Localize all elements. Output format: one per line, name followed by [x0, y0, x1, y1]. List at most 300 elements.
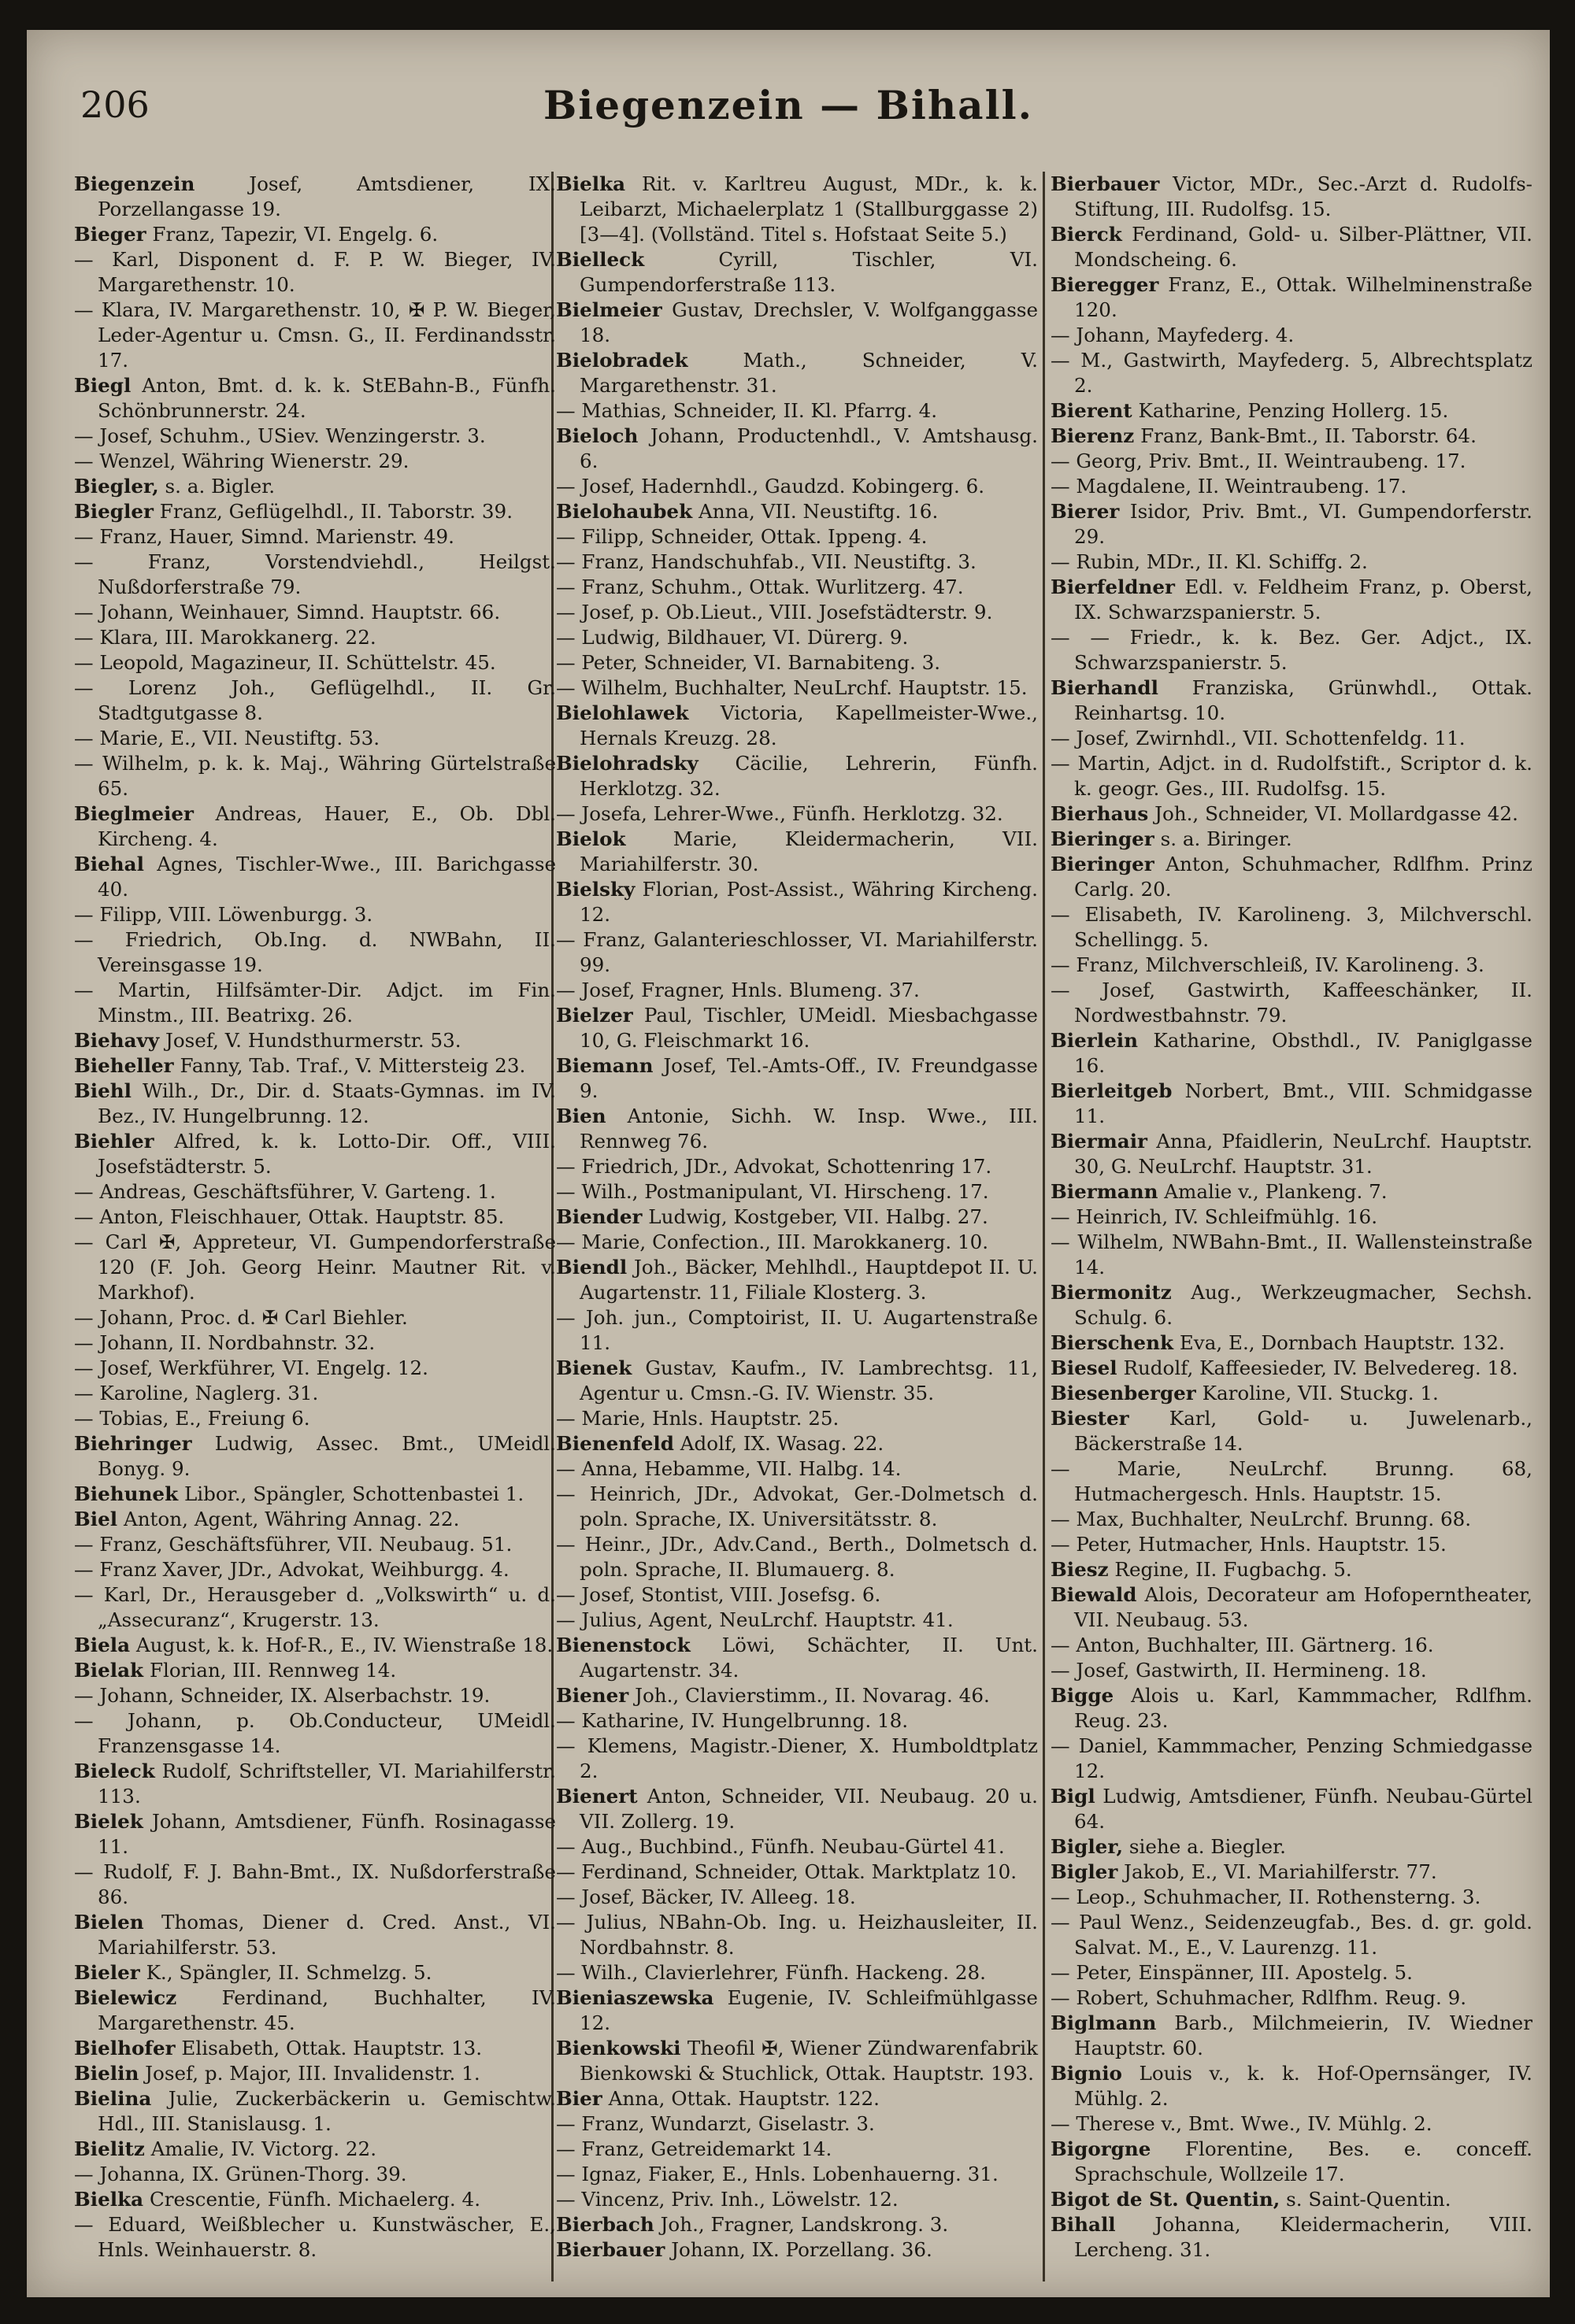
directory-entry [74, 1960, 556, 1985]
entry-details: Karl, Gold- u. Juwelenarb., Bäckerstraße 14. [1074, 1407, 1532, 1455]
entry-details: Elisabeth, Ottak. Hauptstr. 13. [181, 2037, 483, 2059]
directory-entry [1051, 1960, 1532, 1985]
entry-surname: Bienenstock [556, 1634, 691, 1656]
directory-entry [556, 1532, 1038, 1582]
entry-details: — Wenzel, Währing Wienerstr. 29. [74, 450, 410, 472]
entry-details: Anton, Schneider, VII. Neubaug. 20 u. VII. Zollerg. 19. [580, 1785, 1038, 1833]
entry-details: — Klara, IV. Margarethenstr. 10, ✠ P. W. Bieger, Leder-Agentur u. Cmsn. G., II. Ferdinandsstr. 17. [74, 298, 556, 372]
directory-entry [74, 2187, 556, 2212]
directory-entry [74, 1658, 556, 1683]
entry-surname: Biendl [556, 1256, 628, 1279]
directory-entry [74, 2162, 556, 2187]
entry-details: Andreas, Hauer, E., Ob. Dbl. Kircheng. 4. [98, 802, 556, 850]
entry-details: Joh., Bäcker, Mehlhdl., Hauptdepot II. U. Augartenstr. 11, Filiale Klosterg. 3. [580, 1256, 1038, 1304]
entry-details: — Wilhelm, p. k. k. Maj., Währing Gürtelstraße 65. [74, 752, 556, 800]
directory-entry [556, 424, 1038, 474]
entry-details: — Ferdinand, Schneider, Ottak. Marktplatz 10. [556, 1860, 1017, 1883]
entry-surname: Biehavy [74, 1029, 160, 1052]
directory-entry [556, 877, 1038, 927]
entry-surname: Bierhaus [1051, 802, 1149, 825]
entry-details: Rudolf, Kaffeesieder, IV. Belvedereg. 18. [1123, 1356, 1518, 1379]
entry-details: — Heinrich, JDr., Advokat, Ger.-Dolmetsch d. poln. Sprache, IX. Universitätsstr. 8. [556, 1482, 1038, 1530]
entry-details: — Magdalene, II. Weintraubeng. 17. [1051, 475, 1407, 498]
entry-details: K., Spängler, II. Schmelzg. 5. [146, 1961, 432, 1984]
entry-details: Franz, E., Ottak. Wilhelminenstraße 120. [1074, 273, 1532, 321]
entry-details: — Aug., Buchbind., Fünfh. Neubau-Gürtel 41. [556, 1835, 1005, 1858]
directory-entry [556, 675, 1038, 701]
entry-surname: Bierschenk [1051, 1331, 1174, 1354]
entry-details: — Josef, Fragner, Hnls. Blumeng. 37. [556, 979, 920, 1001]
directory-entry [556, 474, 1038, 499]
directory-entry [556, 2187, 1038, 2212]
entry-details: Gustav, Drechsler, V. Wolfganggasse 18. [580, 298, 1038, 346]
entry-surname: Bielohlawek [556, 701, 689, 724]
directory-entry [1051, 1582, 1532, 1633]
entry-surname: Biermann [1051, 1180, 1158, 1203]
directory-entry [74, 2137, 556, 2162]
entry-details: — Ludwig, Bildhauer, VI. Dürerg. 9. [556, 626, 909, 649]
entry-surname: Biglmann [1051, 2011, 1157, 2034]
directory-entry [1051, 1683, 1532, 1734]
entry-details: Joh., Clavierstimm., II. Novarag. 46. [635, 1684, 990, 1707]
entry-surname: Bienek [556, 1356, 632, 1379]
entry-details: — Peter, Schneider, VI. Barnabiteng. 3. [556, 651, 941, 674]
directory-entry [1051, 1381, 1532, 1406]
entry-details: — Franz, Galanterieschlosser, VI. Mariahilferstr. 99. [556, 928, 1038, 976]
entry-details: — Franz, Milchverschleiß, IV. Karolineng. 3. [1051, 953, 1484, 976]
entry-details: — Martin, Adjct. in d. Rudolfstift., Scriptor d. k. k. geogr. Ges., III. Rudolfsg. 15. [1051, 752, 1532, 800]
entry-details: — Georg, Priv. Bmt., II. Weintraubeng. 17. [1051, 450, 1466, 472]
directory-entry [1051, 1129, 1532, 1179]
entry-details: — Leop., Schuhmacher, II. Rothensterng. 3. [1051, 1885, 1481, 1908]
entry-details: — Katharine, IV. Hungelbrunng. 18. [556, 1709, 909, 1732]
entry-surname: Bigler, [1051, 1835, 1124, 1858]
directory-entry [556, 1582, 1038, 1608]
entry-details: Gustav, Kaufm., IV. Lambrechtsg. 11, Agentur u. Cmsn.-G. IV. Wienstr. 35. [580, 1356, 1038, 1404]
entry-details: Katharine, Penzing Hollerg. 15. [1138, 399, 1449, 422]
directory-entry [556, 1885, 1038, 1910]
directory-entry [556, 1104, 1038, 1154]
directory-entry [556, 1406, 1038, 1431]
entry-surname: Bielleck [556, 248, 645, 271]
entry-surname: Bienkowski [556, 2037, 681, 2059]
entry-details: Cyrill, Tischler, VI. Gumpendorferstraße 113. [580, 248, 1038, 296]
entry-surname: Bielin [74, 2062, 139, 2085]
directory-entry [74, 499, 556, 524]
entry-surname: Bieloch [556, 424, 639, 447]
directory-entry [74, 1431, 556, 1482]
entry-details: Anna, Pfaidlerin, NeuLrchf. Hauptstr. 30, G. NeuLrchf. Hauptstr. 31. [1074, 1130, 1532, 1178]
entry-surname: Bien [556, 1105, 606, 1127]
directory-entry [556, 247, 1038, 298]
entry-details: — Franz, Handschuhfab., VII. Neustiftg. 3. [556, 550, 976, 573]
entry-details: Anna, Ottak. Hauptstr. 122. [608, 2087, 880, 2110]
directory-entry [74, 373, 556, 424]
entry-details: — Karl, Dr., Herausgeber d. „Volkswirth“ u. d. „Assecuranz“, Krugerstr. 13. [74, 1583, 556, 1631]
directory-entry [74, 600, 556, 625]
entry-surname: Bielohaubek [556, 500, 693, 523]
entry-details: Julie, Zuckerbäckerin u. Gemischtw. Hdl., III. Stanislausg. 1. [98, 2087, 556, 2135]
entry-surname: Bielsky [556, 878, 636, 901]
directory-entry [1051, 2011, 1532, 2061]
directory-entry [1051, 827, 1532, 852]
entry-details: — Rudolf, F. J. Bahn-Bmt., IX. Nußdorferstraße 86. [74, 1860, 556, 1908]
entry-details: — M., Gastwirth, Mayfederg. 5, Albrechtsplatz 2. [1051, 349, 1532, 397]
directory-entry [74, 751, 556, 801]
entry-details: Josef, p. Major, III. Invalidenstr. 1. [145, 2062, 480, 2085]
directory-entry [74, 1028, 556, 1053]
entry-details: siehe a. Biegler. [1128, 1835, 1286, 1858]
directory-entry [556, 1784, 1038, 1834]
directory-entry [74, 852, 556, 902]
directory-entry [74, 474, 556, 499]
entry-details: — Johann, Weinhauer, Simnd. Hauptstr. 66. [74, 601, 501, 624]
directory-entry [556, 2111, 1038, 2137]
entry-details: — Carl ✠, Appreteur, VI. Gumpendorferstraße 120 (F. Joh. Georg Heinr. Mautner Rit. v. Markhof). [74, 1230, 556, 1304]
entry-details: s. a. Bigler. [165, 475, 276, 498]
entry-details: — Marie, Hnls. Hauptstr. 25. [556, 1407, 839, 1430]
entry-surname: Bierer [1051, 500, 1120, 523]
directory-entry [1051, 1280, 1532, 1330]
entry-surname: Biehringer [74, 1432, 192, 1455]
directory-entry [556, 1053, 1038, 1104]
directory-entry [556, 1860, 1038, 1885]
entry-details: Crescentie, Fünfh. Michaelerg. 4. [149, 2188, 481, 2211]
entry-details: Louis v., k. k. Hof-Opernsänger, IV. Mühlg. 2. [1074, 2062, 1532, 2110]
entry-details: Victor, MDr., Sec.-Arzt d. Rudolfs-Stiftung, III. Rudolfsg. 15. [1074, 172, 1532, 220]
directory-entry [74, 726, 556, 751]
entry-details: — Josef, Bäcker, IV. Alleeg. 18. [556, 1885, 856, 1908]
entry-details: Johanna, Kleidermacherin, VIII. Lercheng. 31. [1074, 2213, 1532, 2261]
directory-entry [74, 247, 556, 298]
entry-details: Adolf, IX. Wasag. 22. [680, 1432, 884, 1455]
directory-entry [1051, 2187, 1532, 2212]
directory-entry [1051, 1205, 1532, 1230]
directory-entry [1051, 499, 1532, 550]
entry-surname: Bielohradsky [556, 752, 699, 775]
entry-surname: Bierenz [1051, 424, 1135, 447]
directory-entry [74, 1179, 556, 1205]
entry-surname: Bielak [74, 1659, 144, 1682]
entry-details: Ferdinand, Gold- u. Silber-Plättner, VII. Mondscheing. 6. [1074, 223, 1532, 271]
directory-entry [74, 1079, 556, 1129]
directory-entry [1051, 852, 1532, 902]
entry-details: Johann, IX. Porzellang. 36. [671, 2238, 932, 2261]
directory-entry [1051, 2061, 1532, 2111]
directory-entry [556, 1356, 1038, 1406]
entry-surname: Bierbauer [1051, 172, 1160, 195]
directory-entry [556, 2162, 1038, 2187]
entry-surname: Bienenfeld [556, 1432, 674, 1455]
directory-entry [1051, 575, 1532, 625]
column-rule [1043, 172, 1045, 2281]
directory-entry [556, 2137, 1038, 2162]
directory-entry [1051, 424, 1532, 449]
entry-details: — Josef, p. Ob.Lieut., VIII. Josefstädterstr. 9. [556, 601, 993, 624]
entry-surname: Biehunek [74, 1482, 179, 1505]
entry-details: — Rubin, MDr., II. Kl. Schiffg. 2. [1051, 550, 1368, 573]
entry-details: — Marie, NeuLrchf. Brunng. 68, Hutmachergesch. Hnls. Hauptstr. 15. [1051, 1457, 1532, 1505]
entry-details: Antonie, Sichh. W. Insp. Wwe., III. Rennweg 76. [580, 1105, 1038, 1153]
directory-entry [1051, 978, 1532, 1028]
directory-entry [74, 1985, 556, 2036]
entry-surname: Bierfeldner [1051, 575, 1175, 598]
entry-surname: Biela [74, 1634, 131, 1656]
directory-entry [74, 1053, 556, 1079]
entry-surname: Biermair [1051, 1130, 1147, 1153]
entry-details: — Filipp, Schneider, Ottak. Ippeng. 4. [556, 525, 928, 548]
entry-surname: Bielek [74, 1810, 143, 1833]
entry-surname: Bierent [1051, 399, 1132, 422]
entry-details: — Julius, NBahn-Ob. Ing. u. Heizhausleiter, II. Nordbahnstr. 8. [556, 1911, 1038, 1959]
entry-details: Joh., Fragner, Landskrong. 3. [660, 2213, 949, 2236]
entry-surname: Bieregger [1051, 273, 1159, 296]
directory-entry [74, 625, 556, 650]
directory-entry [74, 2036, 556, 2061]
column-3 [1051, 172, 1532, 2263]
directory-entry [556, 1910, 1038, 1960]
directory-entry [1051, 625, 1532, 675]
directory-entry [556, 1255, 1038, 1305]
page-title: Biegenzein — Bihall. [543, 82, 1033, 128]
directory-entry [1051, 172, 1532, 222]
entry-surname: Bieglmeier [74, 802, 194, 825]
directory-entry [74, 1330, 556, 1356]
entry-surname: Biester [1051, 1407, 1129, 1430]
entry-surname: Biesenberger [1051, 1382, 1196, 1404]
entry-details: — Josef, Hadernhdl., Gaudzd. Kobingerg. 6. [556, 475, 985, 498]
entry-details: — Julius, Agent, NeuLrchf. Hauptstr. 41. [556, 1608, 954, 1631]
directory-entry [556, 172, 1038, 247]
entry-details: Thomas, Diener d. Cred. Anst., VI. Mariahilferstr. 53. [98, 1911, 556, 1959]
entry-surname: Bieringer [1051, 853, 1154, 875]
directory-entry [1051, 1985, 1532, 2011]
entry-details: — Daniel, Kammmacher, Penzing Schmiedgasse 12. [1051, 1734, 1532, 1782]
entry-surname: Biewald [1051, 1583, 1137, 1606]
entry-details: — Johann, Proc. d. ✠ Carl Biehler. [74, 1306, 408, 1329]
directory-entry [74, 2086, 556, 2137]
entry-details: Fanny, Tab. Traf., V. Mittersteig 23. [180, 1054, 526, 1077]
entry-details: Franz, Geflügelhdl., II. Taborstr. 39. [159, 500, 513, 523]
entry-surname: Biesz [1051, 1558, 1109, 1581]
directory-entry [74, 1305, 556, 1330]
directory-entry [74, 1809, 556, 1860]
entry-details: Ludwig, Amtsdiener, Fünfh. Neubau-Gürtel 64. [1074, 1785, 1532, 1833]
directory-entry [74, 172, 556, 222]
directory-entry [74, 927, 556, 978]
directory-entry [556, 2237, 1038, 2263]
entry-details: Rudolf, Schriftsteller, VI. Mariahilferstr. 113. [98, 1760, 556, 1808]
entry-surname: Biegenzein [74, 172, 195, 195]
directory-entry [556, 1179, 1038, 1205]
entry-details: — Klemens, Magistr.-Diener, X. Humboldtplatz 2. [556, 1734, 1038, 1782]
entry-surname: Biel [74, 1508, 118, 1530]
directory-entry [74, 449, 556, 474]
directory-entry [74, 1633, 556, 1658]
directory-entry [1051, 1079, 1532, 1129]
entry-surname: Bignio [1051, 2062, 1122, 2085]
entry-surname: Bielen [74, 1911, 144, 1934]
directory-entry [1051, 348, 1532, 398]
directory-entry [1051, 2212, 1532, 2263]
directory-entry [74, 1557, 556, 1582]
entry-details: Josef, Tel.-Amts-Off., IV. Freundgasse 9. [580, 1054, 1038, 1102]
directory-entry [1051, 1633, 1532, 1658]
entry-surname: Bieger [74, 223, 146, 246]
entry-surname: Bielka [74, 2188, 144, 2211]
directory-entry [1051, 2137, 1532, 2187]
entry-details: Karoline, VII. Stuckg. 1. [1202, 1382, 1439, 1404]
entry-details: — Mathias, Schneider, II. Kl. Pfarrg. 4. [556, 399, 938, 422]
entry-details: — Wilhelm, Buchhalter, NeuLrchf. Hauptstr. 15. [556, 676, 1028, 699]
entry-surname: Bierlein [1051, 1029, 1138, 1052]
directory-entry [74, 1381, 556, 1406]
entry-details: — Wilh., Postmanipulant, VI. Hirscheng. 17. [556, 1180, 989, 1203]
entry-surname: Bielobradek [556, 349, 688, 372]
directory-entry [556, 298, 1038, 348]
directory-entry [556, 751, 1038, 801]
directory-entry [1051, 272, 1532, 323]
entry-details: Alois u. Karl, Kammmacher, Rdlfhm. Reug. 23. [1074, 1684, 1532, 1732]
directory-entry [74, 1910, 556, 1960]
entry-details: — Therese v., Bmt. Wwe., IV. Mühlg. 2. [1051, 2112, 1432, 2135]
directory-entry [74, 524, 556, 550]
directory-entry [74, 1507, 556, 1532]
entry-details: Anton, Agent, Währing Annag. 22. [123, 1508, 460, 1530]
entry-surname: Biermonitz [1051, 1281, 1172, 1304]
directory-entry [74, 1356, 556, 1381]
entry-surname: Bierbach [556, 2213, 654, 2236]
entry-details: — Johann, Mayfederg. 4. [1051, 324, 1295, 346]
entry-details: Johann, Amtsdiener, Fünfh. Rosinagasse 11. [98, 1810, 556, 1858]
entry-surname: Bierbauer [556, 2238, 665, 2261]
entry-details: — Peter, Einspänner, III. Apostelg. 5. [1051, 1961, 1414, 1984]
directory-entry [556, 499, 1038, 524]
entry-details: Florian, Post-Assist., Währing Kircheng. 12. [580, 878, 1038, 926]
directory-entry [556, 348, 1038, 398]
directory-entry [74, 1482, 556, 1507]
entry-details: — Heinrich, IV. Schleifmühlg. 16. [1051, 1205, 1378, 1228]
directory-entry [74, 550, 556, 600]
entry-details: — Karl, Disponent d. F. P. W. Bieger, IV. Margarethenstr. 10. [74, 248, 556, 296]
entry-surname: Biehler [74, 1130, 154, 1153]
entry-details: — Tobias, E., Freiung 6. [74, 1407, 310, 1430]
entry-details: — Josef, Stontist, VIII. Josefsg. 6. [556, 1583, 881, 1606]
entry-details: — Josef, Gastwirth, Kaffeeschänker, II. Nordwestbahnstr. 79. [1051, 979, 1532, 1027]
column-2 [556, 172, 1038, 2263]
directory-entry [1051, 323, 1532, 348]
entry-details: Alois, Decorateur am Hofoperntheater, VII. Neubaug. 53. [1074, 1583, 1532, 1631]
entry-surname: Bielewicz [74, 1986, 177, 2009]
entry-surname: Bienert [556, 1785, 638, 1808]
entry-details: Theofil ✠, Wiener Zündwarenfabrik Bienkowski & Stuchlick, Ottak. Hauptstr. 193. [580, 2037, 1038, 2085]
entry-details: — Josef, Werkführer, VI. Engelg. 12. [74, 1356, 428, 1379]
entry-details: Anton, Bmt. d. k. k. StEBahn-B., Fünfh. Schönbrunnerstr. 24. [98, 374, 556, 422]
entry-details: Franziska, Grünwhdl., Ottak. Reinhartsg. 10. [1074, 676, 1532, 724]
directory-entry [1051, 1406, 1532, 1456]
entry-surname: Biegler, [74, 475, 159, 498]
entry-details: Wilh., Dr., Dir. d. Staats-Gymnas. im IV. Bez., IV. Hungelbrunng. 12. [98, 1079, 556, 1127]
directory-entry [556, 1985, 1038, 2036]
entry-surname: Bihall [1051, 2213, 1116, 2236]
entry-details: Aug., Werkzeugmacher, Sechsh. Schulg. 6. [1074, 1281, 1532, 1329]
entry-surname: Biehal [74, 853, 144, 875]
entry-details: — Martin, Hilfsämter-Dir. Adjct. im Fin. Minstm., III. Beatrixg. 26. [74, 979, 556, 1027]
entry-details: — Anton, Buchhalter, III. Gärtnerg. 16. [1051, 1634, 1434, 1656]
entry-surname: Biesel [1051, 1356, 1117, 1379]
directory-entry [1051, 398, 1532, 424]
entry-details: — Josefa, Lehrer-Wwe., Fünfh. Herklotzg. 32. [556, 802, 1003, 825]
entry-surname: Bielok [556, 827, 626, 850]
entry-details: — Wilh., Clavierlehrer, Fünfh. Hackeng. 28. [556, 1961, 986, 1984]
entry-surname: Bigorgne [1051, 2137, 1151, 2160]
directory-entry [74, 1860, 556, 1910]
entry-details: — Ignaz, Fiaker, E., Hnls. Lobenhauerng. 31. [556, 2163, 999, 2185]
directory-page [27, 30, 1550, 2297]
entry-details: Jakob, E., VI. Mariahilferstr. 77. [1124, 1860, 1437, 1883]
directory-entry [556, 1633, 1038, 1683]
entry-surname: Biegl [74, 374, 132, 397]
directory-entry [1051, 1557, 1532, 1582]
entry-details: — Johann, II. Nordbahnstr. 32. [74, 1331, 376, 1354]
directory-entry [1051, 1456, 1532, 1507]
directory-entry [74, 222, 556, 247]
entry-details: s. Saint-Quentin. [1286, 2188, 1451, 2211]
entry-details: — Vincenz, Priv. Inh., Löwelstr. 12. [556, 2188, 899, 2211]
entry-details: Ludwig, Assec. Bmt., UMeidl. Bonyg. 9. [98, 1432, 556, 1480]
directory-entry [556, 827, 1038, 877]
entry-surname: Biegler [74, 500, 154, 523]
entry-details: Isidor, Priv. Bmt., VI. Gumpendorferstr. 29. [1074, 500, 1532, 548]
entry-details: — Lorenz Joh., Geflügelhdl., II. Gr. Stadtgutgasse 8. [74, 676, 556, 724]
directory-entry [1051, 550, 1532, 575]
directory-entry [1051, 675, 1532, 726]
directory-entry [1051, 1179, 1532, 1205]
directory-entry [556, 1305, 1038, 1356]
entry-surname: Bieheller [74, 1054, 174, 1077]
entry-surname: Biender [556, 1205, 643, 1228]
directory-entry [556, 398, 1038, 424]
entry-details: — Franz, Schuhm., Ottak. Wurlitzerg. 47. [556, 575, 964, 598]
entry-details: — Johanna, IX. Grünen-Thorg. 39. [74, 2163, 407, 2185]
entry-details: — Johann, p. Ob.Conducteur, UMeidl. Franzensgasse 14. [74, 1709, 556, 1757]
entry-surname: Bielitz [74, 2137, 145, 2160]
entry-details: — Josef, Schuhm., USiev. Wenzingerstr. 3. [74, 424, 486, 447]
entry-details: — Paul Wenz., Seidenzeugfab., Bes. d. gr. gold. Salvat. M., E., V. Laurenzg. 11. [1051, 1911, 1532, 1959]
entry-details: Alfred, k. k. Lotto-Dir. Off., VIII. Josefstädterstr. 5. [98, 1130, 556, 1178]
entry-details: Eva, E., Dornbach Hauptstr. 132. [1179, 1331, 1505, 1354]
entry-details: — Andreas, Geschäftsführer, V. Garteng. 1. [74, 1180, 496, 1203]
entry-surname: Bielmeier [556, 298, 662, 321]
entry-details: Paul, Tischler, UMeidl. Miesbachgasse 10, G. Fleischmarkt 16. [580, 1004, 1038, 1052]
entry-details: — Franz, Geschäftsführer, VII. Neubaug. 51. [74, 1533, 513, 1556]
directory-entry [556, 524, 1038, 550]
entry-details: Amalie v., Plankeng. 7. [1164, 1180, 1388, 1203]
directory-entry [556, 650, 1038, 675]
entry-details: — Filipp, VIII. Löwenburgg. 3. [74, 903, 373, 926]
directory-entry [1051, 1330, 1532, 1356]
entry-details: — Franz, Hauer, Simnd. Marienstr. 49. [74, 525, 454, 548]
directory-entry [556, 1482, 1038, 1532]
entry-details: — — Friedr., k. k. Bez. Ger. Adjct., IX. Schwarzspanierstr. 5. [1051, 626, 1532, 674]
entry-details: Florentine, Bes. e. conceff. Sprachschule, Wollzeile 17. [1074, 2137, 1532, 2185]
entry-details: Libor., Spängler, Schottenbastei 1. [183, 1482, 524, 1505]
directory-entry [1051, 1834, 1532, 1860]
entry-details: Löwi, Schächter, II. Unt. Augartenstr. 34. [580, 1634, 1038, 1682]
entry-details: Franz, Tapezir, VI. Engelg. 6. [152, 223, 439, 246]
entry-surname: Bieniaszewska [556, 1986, 714, 2009]
directory-entry [556, 2086, 1038, 2111]
